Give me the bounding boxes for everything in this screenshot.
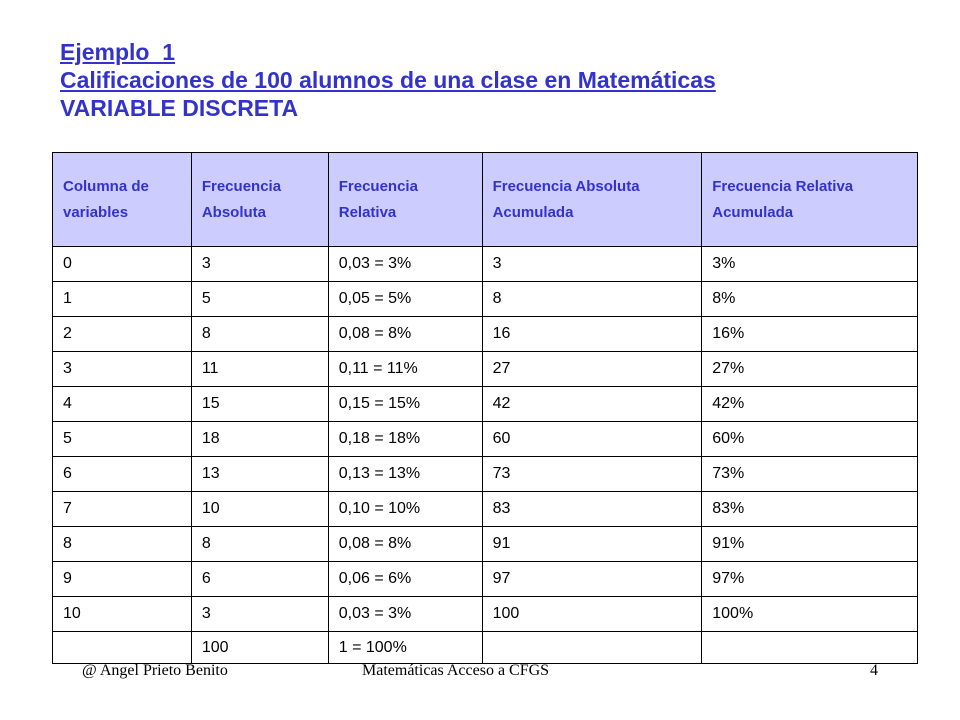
cell-cumulative-relative-frequency: 73% bbox=[702, 457, 918, 492]
cell-absolute-frequency: 18 bbox=[191, 422, 328, 457]
column-header-cumulative-absolute-frequency: Frecuencia Absoluta Acumulada bbox=[482, 153, 702, 247]
cell-relative-frequency: 0,15 = 15% bbox=[328, 387, 482, 422]
cell-relative-frequency: 0,05 = 5% bbox=[328, 282, 482, 317]
cell-absolute-frequency: 11 bbox=[191, 352, 328, 387]
cell-cumulative-absolute-frequency: 3 bbox=[482, 247, 702, 282]
total-cell-absolute-frequency: 100 bbox=[191, 632, 328, 664]
cell-cumulative-relative-frequency: 83% bbox=[702, 492, 918, 527]
cell-relative-frequency: 0,08 = 8% bbox=[328, 527, 482, 562]
table-row bbox=[53, 492, 918, 527]
cell-relative-frequency: 0,06 = 6% bbox=[328, 562, 482, 597]
table-row bbox=[53, 527, 918, 562]
cell-absolute-frequency: 5 bbox=[191, 282, 328, 317]
cell-absolute-frequency: 8 bbox=[191, 527, 328, 562]
cell-cumulative-absolute-frequency: 27 bbox=[482, 352, 702, 387]
cell-relative-frequency: 0,10 = 10% bbox=[328, 492, 482, 527]
cell-absolute-frequency: 8 bbox=[191, 317, 328, 352]
table-body bbox=[53, 247, 918, 664]
cell-cumulative-relative-frequency: 3% bbox=[702, 247, 918, 282]
cell-variable: 5 bbox=[53, 422, 192, 457]
title-variable-type: VARIABLE DISCRETA bbox=[60, 95, 299, 121]
cell-variable: 4 bbox=[53, 387, 192, 422]
title-example-label: Ejemplo_1 bbox=[60, 39, 176, 65]
table-total-row bbox=[53, 632, 918, 664]
footer-page-number: 4 bbox=[870, 662, 878, 679]
total-cell-variable bbox=[53, 632, 192, 664]
cell-absolute-frequency: 6 bbox=[191, 562, 328, 597]
cell-relative-frequency: 0,13 = 13% bbox=[328, 457, 482, 492]
cell-cumulative-absolute-frequency: 97 bbox=[482, 562, 702, 597]
cell-variable: 1 bbox=[53, 282, 192, 317]
cell-cumulative-relative-frequency: 100% bbox=[702, 597, 918, 632]
cell-relative-frequency: 0,03 = 3% bbox=[328, 597, 482, 632]
table-row bbox=[53, 282, 918, 317]
footer-author: @ Angel Prieto Benito bbox=[82, 662, 228, 679]
cell-variable: 10 bbox=[53, 597, 192, 632]
cell-cumulative-absolute-frequency: 8 bbox=[482, 282, 702, 317]
table-row bbox=[53, 317, 918, 352]
table-row bbox=[53, 562, 918, 597]
total-cell-cumulative-absolute-frequency bbox=[482, 632, 702, 664]
cell-cumulative-absolute-frequency: 83 bbox=[482, 492, 702, 527]
cell-cumulative-relative-frequency: 8% bbox=[702, 282, 918, 317]
cell-variable: 9 bbox=[53, 562, 192, 597]
column-header-variables: Columna de variables bbox=[53, 153, 192, 247]
cell-cumulative-absolute-frequency: 42 bbox=[482, 387, 702, 422]
cell-cumulative-relative-frequency: 27% bbox=[702, 352, 918, 387]
cell-absolute-frequency: 10 bbox=[191, 492, 328, 527]
column-header-cumulative-relative-frequency: Frecuencia Relativa Acumulada bbox=[702, 153, 918, 247]
cell-absolute-frequency: 13 bbox=[191, 457, 328, 492]
cell-variable: 8 bbox=[53, 527, 192, 562]
cell-cumulative-relative-frequency: 16% bbox=[702, 317, 918, 352]
cell-cumulative-relative-frequency: 97% bbox=[702, 562, 918, 597]
cell-cumulative-relative-frequency: 60% bbox=[702, 422, 918, 457]
column-header-relative-frequency: Frecuencia Relativa bbox=[328, 153, 482, 247]
cell-absolute-frequency: 15 bbox=[191, 387, 328, 422]
footer-course: Matemáticas Acceso a CFGS bbox=[362, 662, 550, 679]
total-cell-relative-frequency: 1 = 100% bbox=[328, 632, 482, 664]
title-description: Calificaciones de 100 alumnos de una clase en Matemáticas bbox=[60, 67, 716, 93]
cell-cumulative-absolute-frequency: 91 bbox=[482, 527, 702, 562]
table-row bbox=[53, 597, 918, 632]
cell-relative-frequency: 0,03 = 3% bbox=[328, 247, 482, 282]
table-row bbox=[53, 387, 918, 422]
table-row bbox=[53, 352, 918, 387]
frequency-table bbox=[52, 152, 918, 664]
cell-variable: 7 bbox=[53, 492, 192, 527]
cell-variable: 0 bbox=[53, 247, 192, 282]
cell-variable: 6 bbox=[53, 457, 192, 492]
cell-relative-frequency: 0,18 = 18% bbox=[328, 422, 482, 457]
table-row bbox=[53, 422, 918, 457]
cell-absolute-frequency: 3 bbox=[191, 247, 328, 282]
slide-title bbox=[60, 38, 716, 122]
cell-cumulative-absolute-frequency: 73 bbox=[482, 457, 702, 492]
total-cell-cumulative-relative-frequency bbox=[702, 632, 918, 664]
cell-relative-frequency: 0,11 = 11% bbox=[328, 352, 482, 387]
cell-absolute-frequency: 3 bbox=[191, 597, 328, 632]
table-row bbox=[53, 247, 918, 282]
cell-cumulative-absolute-frequency: 60 bbox=[482, 422, 702, 457]
cell-relative-frequency: 0,08 = 8% bbox=[328, 317, 482, 352]
cell-variable: 2 bbox=[53, 317, 192, 352]
cell-variable: 3 bbox=[53, 352, 192, 387]
column-header-absolute-frequency: Frecuencia Absoluta bbox=[191, 153, 328, 247]
table-header-row bbox=[53, 153, 918, 247]
cell-cumulative-absolute-frequency: 100 bbox=[482, 597, 702, 632]
slide-footer bbox=[0, 662, 960, 682]
cell-cumulative-relative-frequency: 42% bbox=[702, 387, 918, 422]
cell-cumulative-absolute-frequency: 16 bbox=[482, 317, 702, 352]
table-row bbox=[53, 457, 918, 492]
cell-cumulative-relative-frequency: 91% bbox=[702, 527, 918, 562]
